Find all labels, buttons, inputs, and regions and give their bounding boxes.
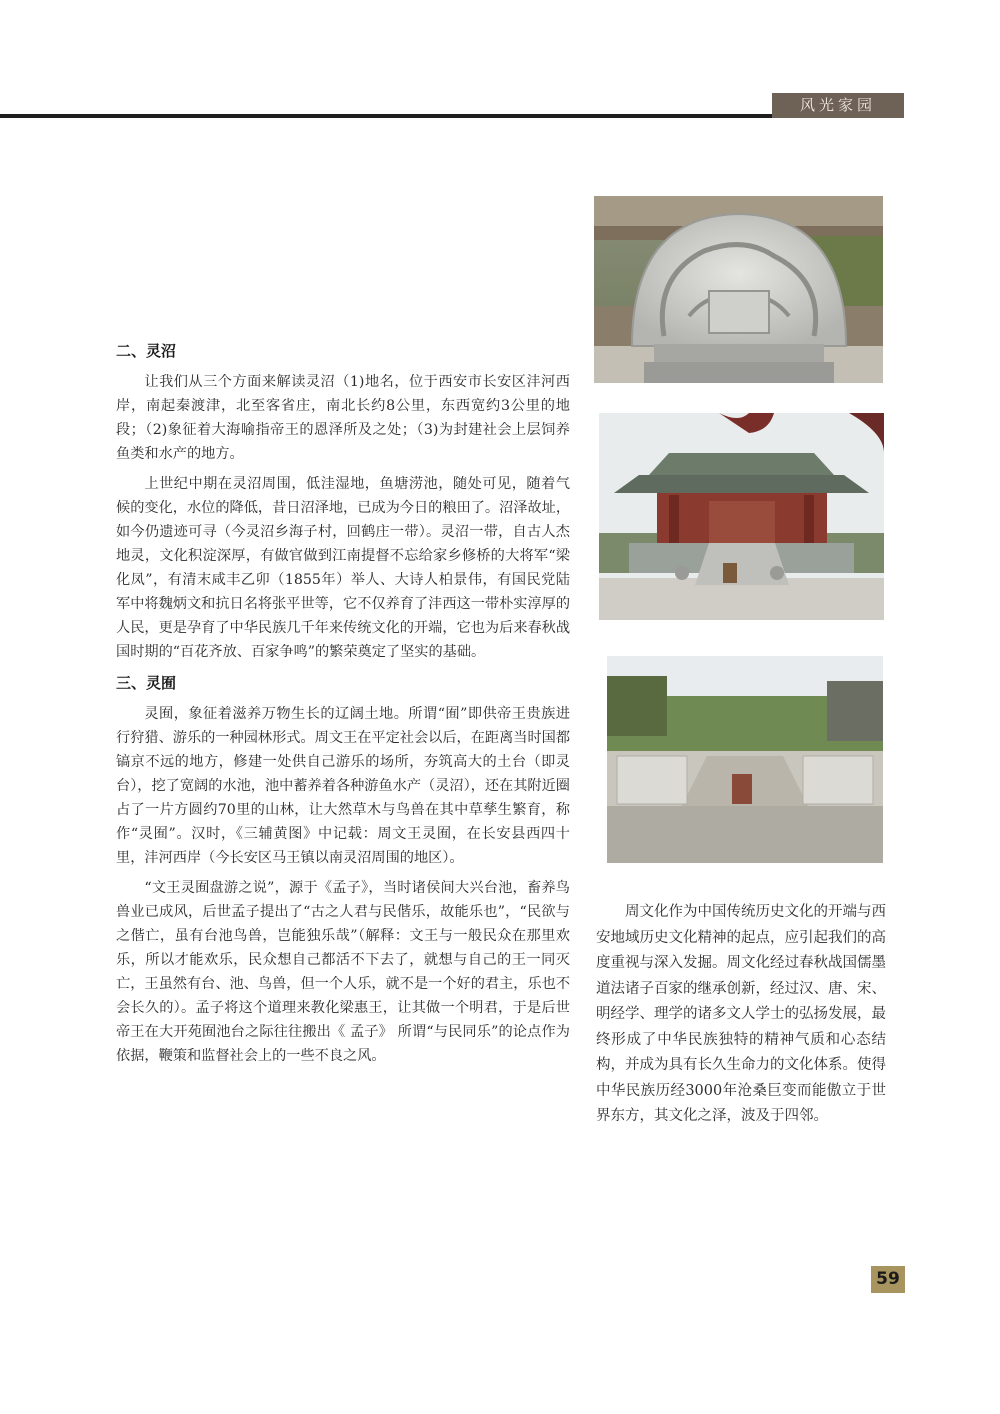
header-rule [0,114,772,118]
section-heading: 三、灵囿 [116,674,177,692]
section-lingzhao [116,338,570,664]
section-tag: 风光家园 [772,93,904,118]
sidebar-paragraph: 周文化作为中国传统历史文化的开端与西安地域历史文化精神的起点，应引起我们的高度重视与深入发掘。周文化经过春秋战国儒墨道法诸子百家的继承创新，经过汉、唐、宋、明经学、理学的诸多文人学士的弘扬发展，最终形成了中华民族独特的精神气质和心态结构，并成为具有长久生命力的文化体系。使得中华民族历经3000年沧桑巨变而能傲立于世界东方，其文化之泽，波及于四邻。 [596,904,886,1124]
paragraph: 让我们从三个方面来解读灵沼（1)地名，位于西安市长安区沣河西岸，南起秦渡津，北至客省庄，南北长约8公里，东西宽约3公里的地段；（2)象征着大海喻指帝王的恩泽所及之处；（3)为封建社会上层饲养鱼类和水产的地方。 [116,374,570,462]
paragraph: 上世纪中期在灵沼周围，低洼湿地，鱼塘涝池，随处可见，随着气候的变化，水位的降低，昔日沼泽地，已成为今日的粮田了。沼泽故址，如今仍遗迹可寻（今灵沼乡海子村，回鹤庄一带）。灵沼一带，自古人杰地灵，文化积淀深厚，有做官做到江南提督不忘给家乡修桥的大将军“梁化凤”，有清末咸丰乙卯（1855年）举人、大诗人柏景伟，有国民党陆军中将魏炳文和抗日名将张平世等，它不仅养育了沣西这一带朴实淳厚的人民，更是孕育了中华民族几千年来传统文化的开端，它也为后来春秋战国时期的“百花齐放、百家争鸣”的繁荣奠定了坚实的基础。 [116,476,571,660]
photo-temple-hall [599,413,884,620]
main-column [116,338,570,1074]
paragraph: 灵囿，象征着滋养万物生长的辽阔土地。所谓“囿”即供帝王贵族进行狩猎、游乐的一种园林形式。周文王在平定社会以后，在距离当时国都镐京不远的地方，修建一处供自己游乐的场所，夯筑高大的土台（即灵台），挖了宽阔的水池，池中蓄养着各种游鱼水产（灵沼），还在其附近圈占了一片方圆约70里的山林，让大然草木与鸟兽在其中草孳生繁育，称作“灵囿”。汉时，《三辅黄图》中记载：周文王灵囿，在长安县西四十里，沣河西岸（今长安区马王镇以南灵沼周围的地区）。 [116,706,571,866]
section-heading: 二、灵沼 [116,342,177,360]
page-number: 59 [871,1266,905,1293]
sidebar-column [596,900,886,1136]
photo-carved-stele [594,196,883,383]
paragraph: “文王灵囿盘游之说”，源于《孟子》，当时诸侯间大兴台池，畜养鸟兽业已成风，后世孟子提出了“古之人君与民偕乐，故能乐也”，“民欲与之偕亡，虽有台池鸟兽，岂能独乐哉”（解释：文王与一般民众在那里欢乐，所以才能欢乐，民众想自己都活不下去了，就想与自己的王一同灭亡，王虽然有台、池、鸟兽，但一个人乐，就不是一个好的君主，乐也不会长久的）。孟子将这个道理来教化梁惠王，让其做一个明君，于是后世帝王在大开苑囿池台之际往往搬出《 孟子》 所谓“与民同乐”的论点作为依据，鞭策和监督社会上的一些不良之风。 [116,880,571,1064]
photo-courtyard [607,656,883,863]
section-lingyou [116,670,570,1068]
